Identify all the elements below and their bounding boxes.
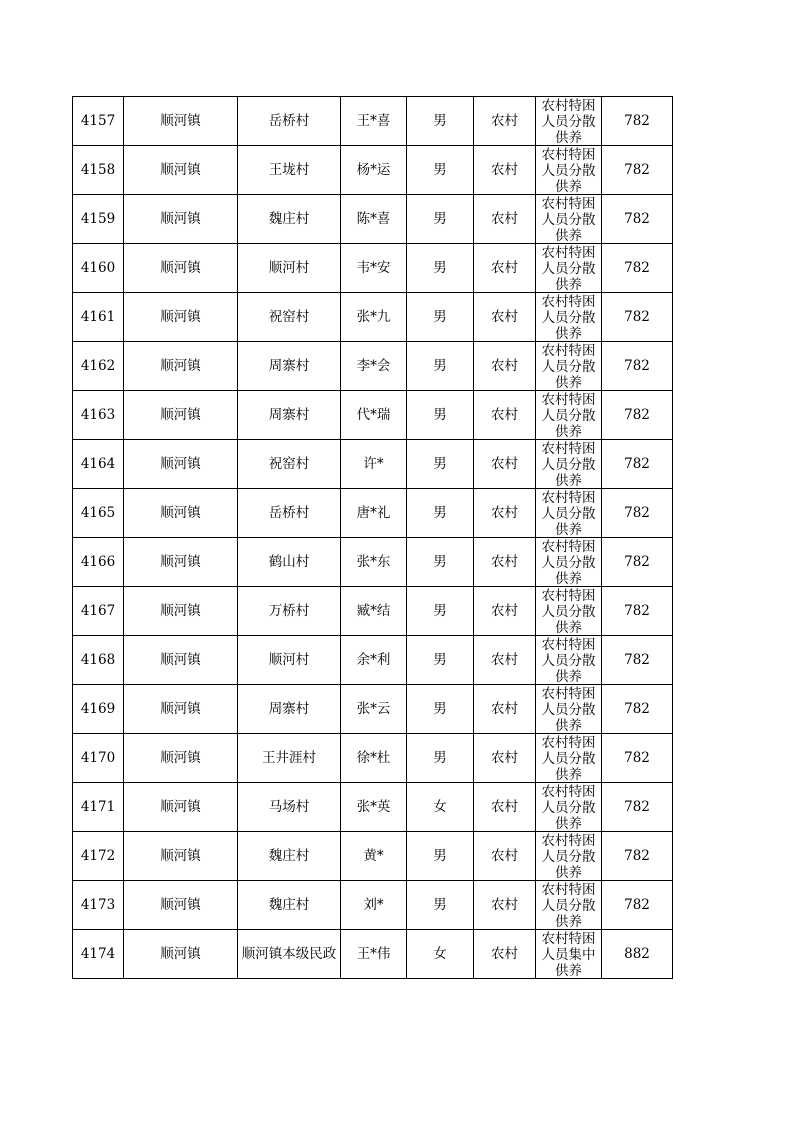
cell-residence: 农村 xyxy=(474,146,536,195)
table-row xyxy=(73,832,673,881)
village-text: 魏庄村 xyxy=(268,211,310,227)
cell-town: 顺河镇 xyxy=(124,881,238,930)
cell-amount: 782 xyxy=(602,734,673,783)
cell-residence: 农村 xyxy=(474,391,536,440)
cell-category xyxy=(536,734,602,783)
cell-id: 4163 xyxy=(73,391,124,440)
cell-town: 顺河镇 xyxy=(124,195,238,244)
cell-category xyxy=(536,685,602,734)
cell-category xyxy=(536,930,602,979)
cell-name: 许* xyxy=(341,440,407,489)
category-text: 农村特困人员分散供养 xyxy=(541,686,596,733)
cell-id: 4172 xyxy=(73,832,124,881)
cell-amount: 882 xyxy=(602,930,673,979)
cell-amount: 782 xyxy=(602,146,673,195)
category-text: 农村特困人员分散供养 xyxy=(541,490,596,537)
cell-name: 余*利 xyxy=(341,636,407,685)
table-row xyxy=(73,391,673,440)
village-text: 万桥村 xyxy=(268,603,310,619)
village-text: 顺河镇本级民政 xyxy=(241,946,337,962)
cell-residence: 农村 xyxy=(474,293,536,342)
cell-residence: 农村 xyxy=(474,440,536,489)
cell-gender: 女 xyxy=(407,783,474,832)
cell-village xyxy=(238,636,341,685)
cell-village xyxy=(238,734,341,783)
cell-category xyxy=(536,783,602,832)
cell-gender: 男 xyxy=(407,832,474,881)
cell-town: 顺河镇 xyxy=(124,685,238,734)
category-text: 农村特困人员分散供养 xyxy=(541,343,596,390)
cell-category xyxy=(536,146,602,195)
cell-town: 顺河镇 xyxy=(124,930,238,979)
cell-village xyxy=(238,195,341,244)
cell-village xyxy=(238,391,341,440)
cell-gender: 男 xyxy=(407,195,474,244)
cell-name: 陈*喜 xyxy=(341,195,407,244)
category-text: 农村特困人员分散供养 xyxy=(541,441,596,488)
table-row xyxy=(73,293,673,342)
cell-village xyxy=(238,881,341,930)
cell-id: 4161 xyxy=(73,293,124,342)
village-text: 王垅村 xyxy=(268,162,310,178)
village-text: 魏庄村 xyxy=(268,897,310,913)
category-text: 农村特困人员分散供养 xyxy=(541,588,596,635)
cell-gender: 男 xyxy=(407,881,474,930)
cell-name: 代*瑞 xyxy=(341,391,407,440)
cell-village xyxy=(238,832,341,881)
table-row xyxy=(73,636,673,685)
cell-gender: 男 xyxy=(407,685,474,734)
cell-category xyxy=(536,97,602,146)
cell-name: 韦*安 xyxy=(341,244,407,293)
cell-category xyxy=(536,440,602,489)
cell-amount: 782 xyxy=(602,293,673,342)
table-row xyxy=(73,342,673,391)
village-text: 王井涯村 xyxy=(262,750,316,766)
cell-village xyxy=(238,685,341,734)
cell-gender: 男 xyxy=(407,293,474,342)
cell-residence: 农村 xyxy=(474,195,536,244)
cell-village xyxy=(238,293,341,342)
cell-category xyxy=(536,391,602,440)
cell-name: 张*云 xyxy=(341,685,407,734)
category-text: 农村特困人员分散供养 xyxy=(541,392,596,439)
category-text: 农村特困人员分散供养 xyxy=(541,245,596,292)
cell-category xyxy=(536,832,602,881)
cell-village xyxy=(238,538,341,587)
cell-residence: 农村 xyxy=(474,734,536,783)
village-text: 岳桥村 xyxy=(268,505,310,521)
table-row xyxy=(73,195,673,244)
table-row xyxy=(73,244,673,293)
cell-category xyxy=(536,489,602,538)
table-row xyxy=(73,685,673,734)
cell-town: 顺河镇 xyxy=(124,832,238,881)
table-row xyxy=(73,783,673,832)
cell-amount: 782 xyxy=(602,391,673,440)
cell-gender: 男 xyxy=(407,734,474,783)
cell-id: 4167 xyxy=(73,587,124,636)
cell-name: 张*东 xyxy=(341,538,407,587)
category-text: 农村特困人员分散供养 xyxy=(541,98,596,145)
category-text: 农村特困人员分散供养 xyxy=(541,833,596,880)
cell-id: 4168 xyxy=(73,636,124,685)
table-body xyxy=(73,97,673,979)
cell-residence: 农村 xyxy=(474,342,536,391)
village-text: 马场村 xyxy=(268,799,310,815)
cell-town: 顺河镇 xyxy=(124,440,238,489)
cell-village xyxy=(238,440,341,489)
cell-town: 顺河镇 xyxy=(124,734,238,783)
cell-gender: 男 xyxy=(407,538,474,587)
cell-category xyxy=(536,881,602,930)
cell-gender: 男 xyxy=(407,146,474,195)
cell-category xyxy=(536,587,602,636)
cell-id: 4164 xyxy=(73,440,124,489)
village-text: 周寨村 xyxy=(268,701,310,717)
cell-category xyxy=(536,195,602,244)
cell-amount: 782 xyxy=(602,881,673,930)
cell-amount: 782 xyxy=(602,195,673,244)
cell-town: 顺河镇 xyxy=(124,146,238,195)
category-text: 农村特困人员分散供养 xyxy=(541,294,596,341)
table-row xyxy=(73,930,673,979)
cell-name: 张*九 xyxy=(341,293,407,342)
cell-town: 顺河镇 xyxy=(124,244,238,293)
cell-name: 李*会 xyxy=(341,342,407,391)
category-text: 农村特困人员分散供养 xyxy=(541,784,596,831)
cell-residence: 农村 xyxy=(474,587,536,636)
category-text: 农村特困人员分散供养 xyxy=(541,735,596,782)
table-row xyxy=(73,881,673,930)
table-row xyxy=(73,146,673,195)
cell-category xyxy=(536,342,602,391)
category-text: 农村特困人员集中供养 xyxy=(541,931,596,978)
cell-gender: 男 xyxy=(407,587,474,636)
cell-village xyxy=(238,97,341,146)
cell-id: 4170 xyxy=(73,734,124,783)
category-text: 农村特困人员分散供养 xyxy=(541,882,596,929)
cell-amount: 782 xyxy=(602,244,673,293)
village-text: 顺河村 xyxy=(268,260,310,276)
cell-gender: 男 xyxy=(407,489,474,538)
village-text: 祝窑村 xyxy=(268,456,310,472)
cell-id: 4166 xyxy=(73,538,124,587)
cell-residence: 农村 xyxy=(474,685,536,734)
cell-village xyxy=(238,342,341,391)
cell-name: 杨*运 xyxy=(341,146,407,195)
table-row xyxy=(73,734,673,783)
cell-residence: 农村 xyxy=(474,930,536,979)
cell-village xyxy=(238,930,341,979)
cell-gender: 男 xyxy=(407,97,474,146)
village-text: 岳桥村 xyxy=(268,113,310,129)
cell-id: 4171 xyxy=(73,783,124,832)
cell-name: 徐*杜 xyxy=(341,734,407,783)
table-row xyxy=(73,489,673,538)
cell-amount: 782 xyxy=(602,97,673,146)
cell-village xyxy=(238,587,341,636)
cell-id: 4160 xyxy=(73,244,124,293)
cell-id: 4169 xyxy=(73,685,124,734)
category-text: 农村特困人员分散供养 xyxy=(541,637,596,684)
table-row xyxy=(73,97,673,146)
cell-gender: 男 xyxy=(407,440,474,489)
cell-category xyxy=(536,636,602,685)
village-text: 顺河村 xyxy=(268,652,310,668)
cell-id: 4157 xyxy=(73,97,124,146)
cell-village xyxy=(238,489,341,538)
cell-town: 顺河镇 xyxy=(124,391,238,440)
cell-amount: 782 xyxy=(602,783,673,832)
cell-id: 4174 xyxy=(73,930,124,979)
cell-town: 顺河镇 xyxy=(124,538,238,587)
village-text: 周寨村 xyxy=(268,358,310,374)
cell-residence: 农村 xyxy=(474,97,536,146)
cell-category xyxy=(536,244,602,293)
cell-residence: 农村 xyxy=(474,783,536,832)
cell-id: 4173 xyxy=(73,881,124,930)
cell-amount: 782 xyxy=(602,538,673,587)
category-text: 农村特困人员分散供养 xyxy=(541,147,596,194)
village-text: 祝窑村 xyxy=(268,309,310,325)
village-text: 周寨村 xyxy=(268,407,310,423)
cell-amount: 782 xyxy=(602,685,673,734)
cell-gender: 男 xyxy=(407,636,474,685)
cell-amount: 782 xyxy=(602,440,673,489)
cell-name: 黄* xyxy=(341,832,407,881)
cell-name: 臧*结 xyxy=(341,587,407,636)
cell-name: 刘* xyxy=(341,881,407,930)
cell-amount: 782 xyxy=(602,832,673,881)
cell-name: 王*喜 xyxy=(341,97,407,146)
cell-residence: 农村 xyxy=(474,881,536,930)
cell-residence: 农村 xyxy=(474,244,536,293)
beneficiary-table xyxy=(72,96,673,979)
cell-gender: 男 xyxy=(407,391,474,440)
village-text: 魏庄村 xyxy=(268,848,310,864)
cell-gender: 男 xyxy=(407,342,474,391)
cell-residence: 农村 xyxy=(474,636,536,685)
cell-amount: 782 xyxy=(602,342,673,391)
cell-name: 王*伟 xyxy=(341,930,407,979)
cell-id: 4158 xyxy=(73,146,124,195)
cell-gender: 男 xyxy=(407,244,474,293)
cell-town: 顺河镇 xyxy=(124,587,238,636)
table-row xyxy=(73,587,673,636)
category-text: 农村特困人员分散供养 xyxy=(541,539,596,586)
cell-amount: 782 xyxy=(602,636,673,685)
cell-amount: 782 xyxy=(602,489,673,538)
cell-id: 4162 xyxy=(73,342,124,391)
cell-amount: 782 xyxy=(602,587,673,636)
cell-town: 顺河镇 xyxy=(124,636,238,685)
cell-town: 顺河镇 xyxy=(124,783,238,832)
cell-village xyxy=(238,783,341,832)
village-text: 鹤山村 xyxy=(268,554,310,570)
cell-name: 张*英 xyxy=(341,783,407,832)
cell-residence: 农村 xyxy=(474,832,536,881)
cell-category xyxy=(536,538,602,587)
table-row xyxy=(73,538,673,587)
cell-category xyxy=(536,293,602,342)
cell-village xyxy=(238,244,341,293)
cell-name: 唐*礼 xyxy=(341,489,407,538)
cell-town: 顺河镇 xyxy=(124,489,238,538)
cell-town: 顺河镇 xyxy=(124,342,238,391)
cell-gender: 女 xyxy=(407,930,474,979)
cell-id: 4165 xyxy=(73,489,124,538)
cell-residence: 农村 xyxy=(474,489,536,538)
cell-id: 4159 xyxy=(73,195,124,244)
category-text: 农村特困人员分散供养 xyxy=(541,196,596,243)
cell-town: 顺河镇 xyxy=(124,293,238,342)
cell-town: 顺河镇 xyxy=(124,97,238,146)
cell-village xyxy=(238,146,341,195)
table-row xyxy=(73,440,673,489)
cell-residence: 农村 xyxy=(474,538,536,587)
